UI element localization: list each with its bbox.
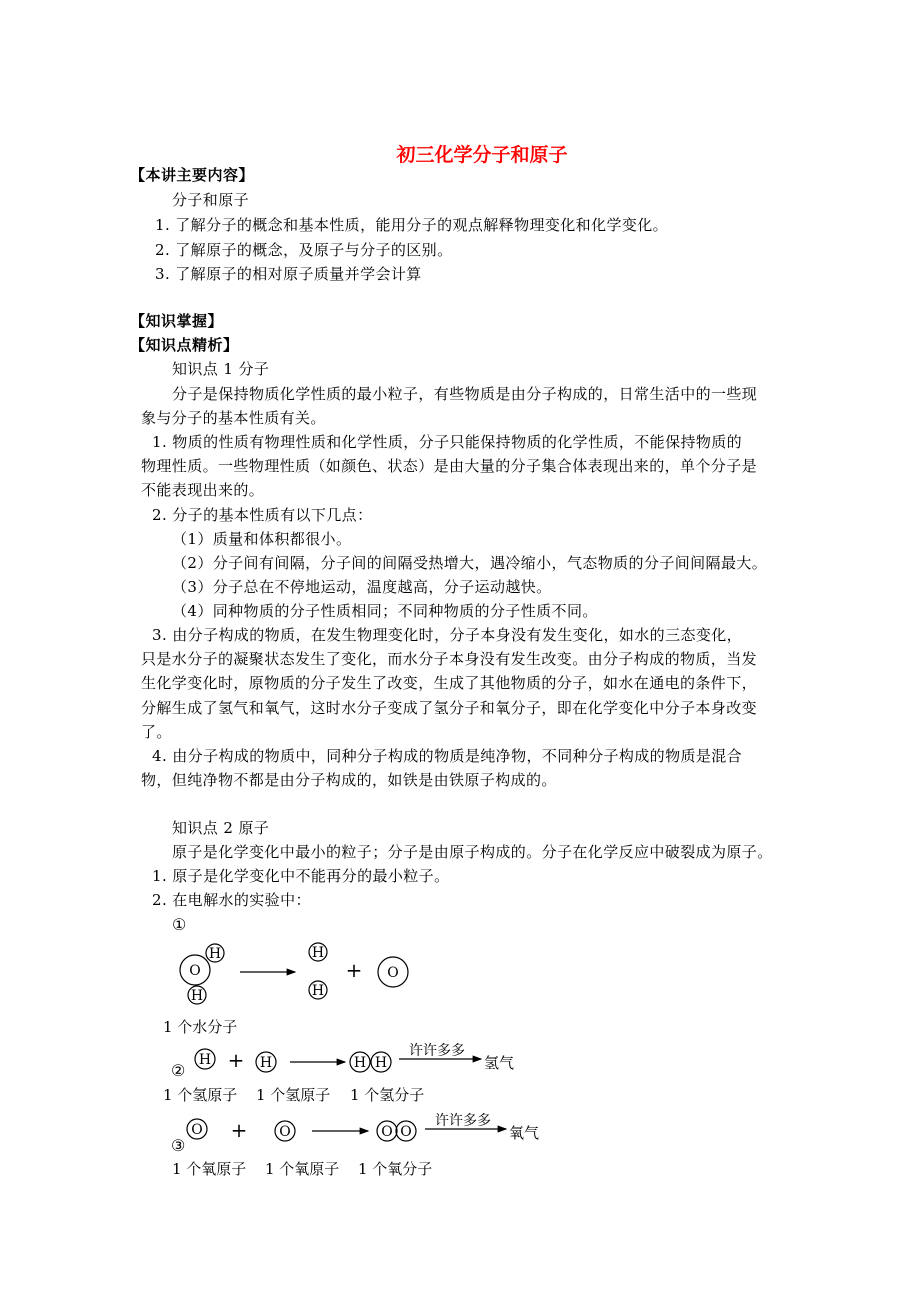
paragraph-line: 2. 分子的基本性质有以下几点： — [152, 506, 373, 524]
paragraph-line: 象与分子的基本性质有关。 — [141, 409, 326, 427]
atom-label: O — [189, 963, 201, 979]
paragraph-line: 2. 在电解水的实验中： — [152, 891, 311, 909]
paragraph-line: （2）分子间有间隔，分子间的间隔受热增大，遇冷缩小，气态物质的分子间间隔最大。 — [172, 554, 768, 572]
step-3-label: ③ — [171, 1136, 186, 1155]
section-heading-main-content: 【本讲主要内容】 — [130, 166, 255, 184]
objective-item: 1. 了解分子的概念和基本性质，能用分子的观点解释物理变化和化学变化。 — [155, 216, 669, 234]
atom-caption: 1 个氧原子 — [265, 1160, 340, 1178]
objective-item: 3. 了解原子的相对原子质量并学会计算 — [155, 265, 422, 283]
paragraph-line: 不能表现出来的。 — [141, 481, 265, 499]
paragraph-line: 1. 物质的性质有物理性质和化学性质，分子只能保持物质的化学性质，不能保持物质的 — [152, 433, 743, 451]
paragraph-line: 生化学变化时，原物质的分子发生了改变，生成了其他物质的分子，如水在通电的条件下， — [141, 674, 758, 692]
knowledge-point-title: 知识点 1 分子 — [172, 360, 270, 378]
atom-label: O — [400, 1124, 412, 1140]
paragraph-line: 1. 原子是化学变化中不能再分的最小粒子。 — [152, 867, 450, 885]
step-1-label: ① — [172, 915, 187, 934]
molecule-caption: 1 个氢分子 — [350, 1086, 425, 1104]
atom-label: O — [279, 1124, 291, 1140]
paragraph-line: 原子是化学变化中最小的粒子；分子是由原子构成的。分子在化学反应中破裂成为原子。 — [172, 843, 773, 861]
atom-label: O — [387, 965, 399, 981]
paragraph-line: （4）同种物质的分子性质相同；不同种物质的分子性质不同。 — [172, 602, 598, 620]
atom-label: H — [190, 988, 204, 1004]
atom-label: H — [198, 1052, 212, 1068]
atom-label: O — [191, 1122, 203, 1138]
objective-item: 2. 了解原子的概念，及原子与分子的区别。 — [155, 241, 453, 259]
many-label: 许许多多 — [435, 1113, 491, 1129]
paragraph-line: 分解生成了氢气和氧气，这时水分子变成了氢分子和氧分子，即在化学变化中分子本身改变 — [141, 699, 758, 717]
paragraph-line: 3. 由分子构成的物质，在发生物理变化时，分子本身没有发生变化，如水的三态变化， — [152, 626, 743, 644]
atom-caption: 1 个氧原子 — [172, 1160, 247, 1178]
hydrogen-gas-label: 氢气 — [484, 1054, 515, 1072]
paragraph-line: 只是水分子的凝聚状态发生了变化，而水分子本身没有发生改变。由分子构成的物质，当发 — [141, 650, 758, 668]
page-title: 初三化学分子和原子 — [396, 144, 568, 166]
paragraph-line: 了。 — [141, 723, 172, 741]
many-label: 许许多多 — [409, 1043, 465, 1059]
plus-sign: + — [230, 1118, 248, 1142]
atom-label: H — [311, 945, 325, 961]
step-2-label: ② — [171, 1061, 186, 1080]
paragraph-line: （3）分子总在不停地运动，温度越高，分子运动越快。 — [172, 578, 552, 596]
water-molecule-label: 1 个水分子 — [163, 1018, 238, 1036]
atom-label: H — [259, 1055, 273, 1071]
paragraph-line: 物，但纯净物不都是由分子构成的，如铁是由铁原子构成的。 — [141, 771, 557, 789]
plus-sign: + — [345, 958, 363, 982]
paragraph-line: （1）质量和体积都很小。 — [172, 530, 352, 548]
atom-label: H — [208, 946, 222, 962]
molecule-caption: 1 个氧分子 — [358, 1160, 433, 1178]
oxygen-gas-label: 氧气 — [509, 1124, 540, 1142]
paragraph-line: 4. 由分子构成的物质中，同种分子构成的物质是纯净物，不同种分子构成的物质是混合 — [152, 747, 743, 765]
paragraph-line: 物理性质。一些物理性质（如颜色、状态）是由大量的分子集合体表现出来的，单个分子是 — [141, 457, 758, 475]
atom-caption: 1 个氢原子 — [256, 1086, 331, 1104]
plus-sign: + — [227, 1048, 245, 1072]
atom-label: H — [374, 1055, 388, 1071]
atom-caption: 1 个氢原子 — [163, 1086, 238, 1104]
section-subheading: 【知识点精析】 — [130, 336, 239, 354]
atom-label: H — [311, 983, 325, 999]
atom-label: H — [353, 1055, 367, 1071]
knowledge-point-title: 知识点 2 原子 — [172, 819, 270, 837]
section-heading-knowledge: 【知识掌握】 — [130, 312, 224, 330]
paragraph-line: 分子是保持物质化学性质的最小粒子，有些物质是由分子构成的，日常生活中的一些现 — [172, 385, 758, 403]
topic-label: 分子和原子 — [172, 191, 250, 209]
atom-label: O — [381, 1124, 393, 1140]
